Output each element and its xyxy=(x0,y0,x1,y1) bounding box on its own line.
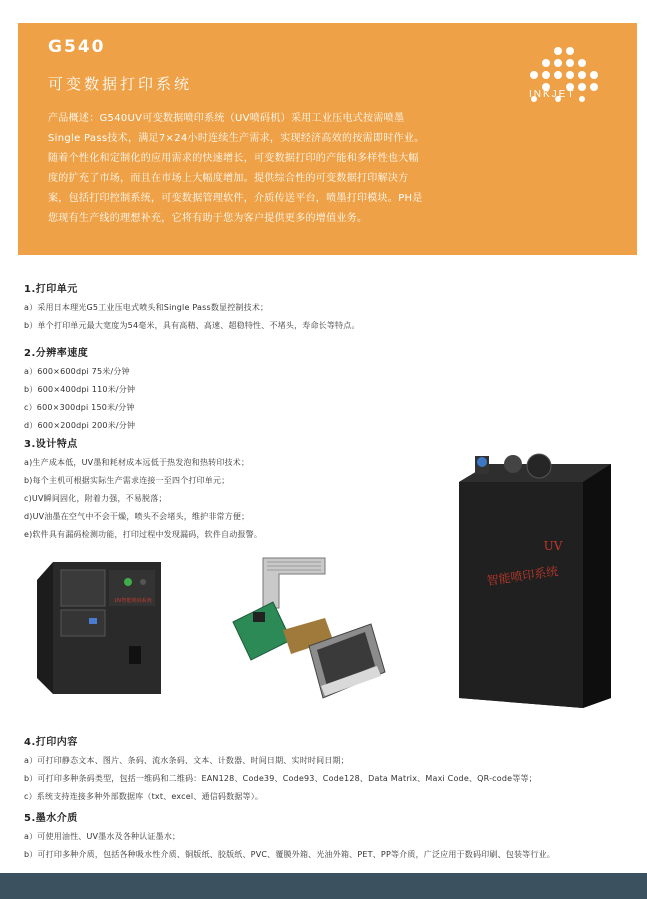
section-title: 1.打印单元 xyxy=(24,284,78,295)
section-line: b）600×400dpi 110米/分钟 xyxy=(24,385,136,394)
intro-line: 案，包括打印控制系统，可变数据管理软件，介质传送平台，喷墨打印模块。PH是 xyxy=(48,193,423,204)
section-line: c）600×300dpi 150米/分钟 xyxy=(24,403,135,412)
section-line: c)UV瞬间固化，附着力强，不易脱落； xyxy=(24,494,167,503)
section-title: 2.分辨率速度 xyxy=(24,348,89,359)
section-ink-media xyxy=(24,809,555,864)
intro-line: 度的扩充了市场，而且在市场上大幅度增加。提供综合性的可变数据打印解决方 xyxy=(48,173,409,184)
controller-photo xyxy=(33,558,165,700)
section-line: b)每个主机可根据实际生产需求连接一至四个打印单元； xyxy=(24,476,230,485)
intro-line: Single Pass技术，满足7×24小时连续生产需求，实现经济高效的按需即时作业。 xyxy=(48,133,425,144)
section-print-unit xyxy=(24,280,360,335)
intro-line: 产品概述：G540UV可变数据喷印系统（UV喷码机）采用工业压电式按需喷墨 xyxy=(48,113,405,124)
header-banner xyxy=(18,23,637,255)
section-line: b）单个打印单元最大宽度为54毫米，具有高精、高速、超稳特性、不堵头，寿命长等特点。 xyxy=(24,321,360,330)
box-label-line1: UV xyxy=(543,539,563,553)
section-line: a)生产成本低，UV墨和耗材成本远低于热发泡和热转印技术； xyxy=(24,458,250,467)
product-intro xyxy=(48,109,468,229)
section-line: a）采用日本理光G5工业压电式喷头和Single Pass数显控制技术； xyxy=(24,303,269,312)
section-line: d）600×200dpi 200米/分钟 xyxy=(24,421,136,430)
section-line: a）可打印静态文本、图片、条码、流水条码、文本、计数器、时间日期、实时时间日期； xyxy=(24,756,349,765)
section-line: b）可打印多种条码类型，包括一维码和二维码：EAN128、Code39、Code93、Code128、Data Matrix、Maxi Code、QR-code等等； xyxy=(24,774,537,783)
box-label-line2: 智能喷印系统 xyxy=(485,564,560,588)
inkjet-logo-icon xyxy=(518,43,618,133)
section-title: 5.墨水介质 xyxy=(24,813,78,824)
section-print-content xyxy=(24,733,537,806)
controller-label: UV智能喷码系统 xyxy=(114,598,152,604)
section-line: a）600×600dpi 75米/分钟 xyxy=(24,367,130,376)
section-line: c）系统支持连接多种外部数据库（txt、excel、通信码数据等）。 xyxy=(24,792,264,801)
section-line: d)UV油墨在空气中不会干燥，喷头不会堵头，维护非常方便； xyxy=(24,512,250,521)
logo-text: INKJET xyxy=(529,89,576,100)
printhead-photo xyxy=(225,548,395,708)
footer-bar xyxy=(0,873,647,899)
print-unit-box-photo xyxy=(455,452,615,710)
product-title: 可变数据打印系统 xyxy=(48,75,193,93)
section-title: 3.设计特点 xyxy=(24,439,78,450)
section-resolution-speed xyxy=(24,344,135,435)
section-line: b）可打印多种介质，包括各种吸水性介质、铜版纸、胶版纸、PVC、覆膜外箱、光油外箱、PET、PP等介质，广泛应用于数码印刷、包装等行业。 xyxy=(24,850,555,859)
section-title: 4.打印内容 xyxy=(24,737,78,748)
section-design-features xyxy=(24,435,262,544)
intro-line: 您现有生产线的理想补充，它将有助于您为客户提供更多的增值业务。 xyxy=(48,213,368,224)
section-line: a）可使用油性、UV墨水及各种认证墨水； xyxy=(24,832,181,841)
intro-line: 随着个性化和定制化的应用需求的快速增长，可变数据打印的产能和多样性也大幅 xyxy=(48,153,419,164)
section-line: e)软件具有漏码检测功能，打印过程中发现漏码，软件自动报警。 xyxy=(24,530,263,539)
product-code: G540 xyxy=(48,37,106,57)
